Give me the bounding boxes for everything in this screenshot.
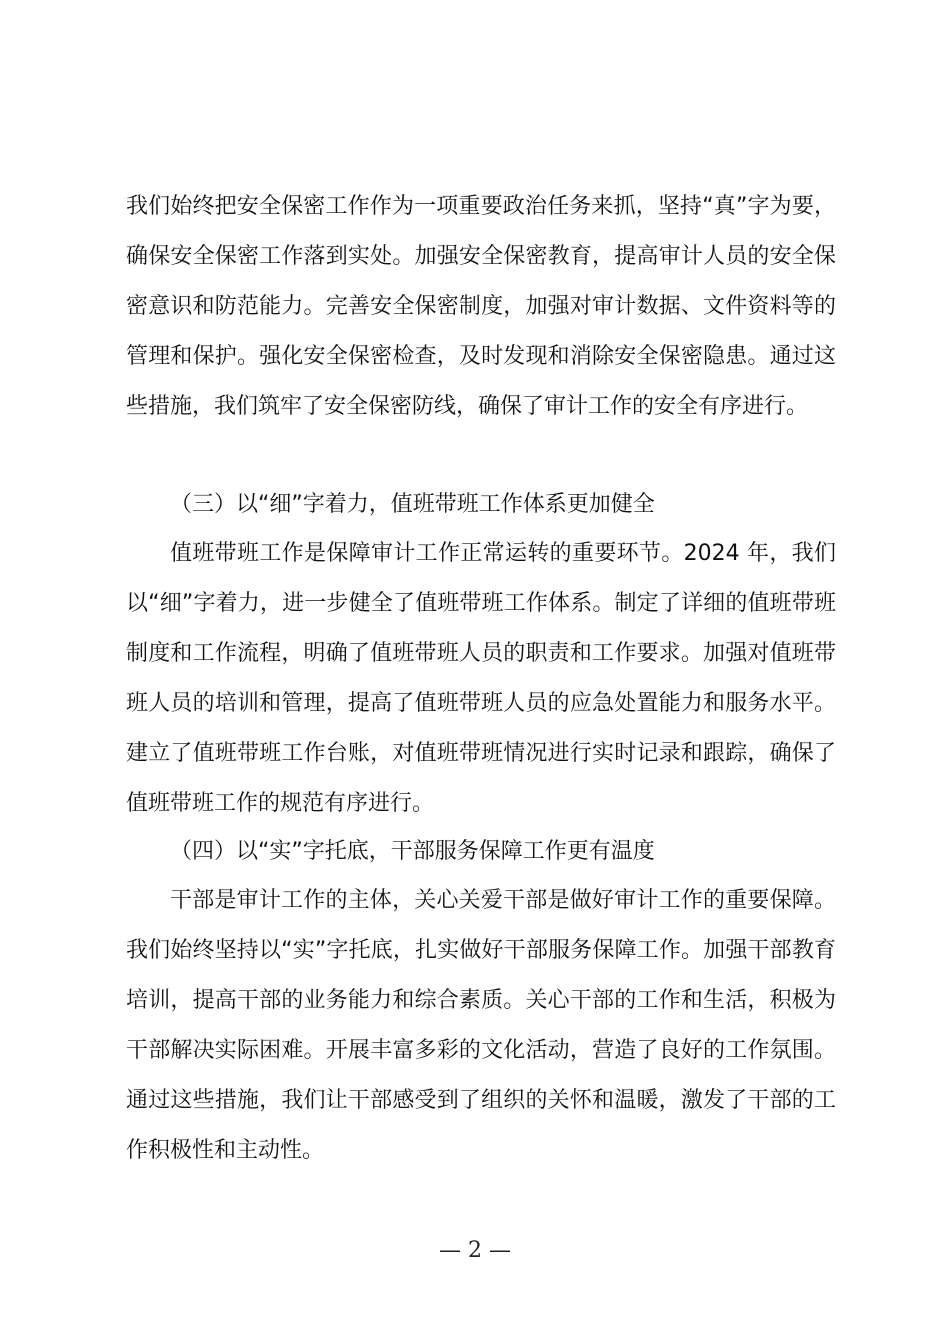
paragraph-security-continued: 我们始终把安全保密工作作为一项重要政治任务来抓，坚持“真”字为要，确保安全保密工作落到实处。加强安全保密教育，提高审计人员的安全保密意识和防范能力。完善安全保密制度，加强对审计数据、文件资料等的管理和保护。强化安全保密检查，及时发现和消除安全保密隐患。通过这些措施，我们筑牢了安全保密防线，确保了审计工作的安全有序进行。 [126, 194, 836, 419]
paragraph-cadre-service: 干部是审计工作的主体，关心关爱干部是做好审计工作的重要保障。我们始终坚持以“实”字托底，扎实做好干部服务保障工作。加强干部教育培训，提高干部的业务能力和综合素质。关心干部的工作和生活，积极为干部解决实际困难。开展丰富多彩的文化活动，营造了良好的工作氛围。通过这些措施，我们让干部感受到了组织的关怀和温暖，激发了干部的工作积极性和主动性。 [126, 888, 836, 1163]
paragraph-duty-system: 值班带班工作是保障审计工作正常运转的重要环节。2024 年，我们以“细”字着力，进一步健全了值班带班工作体系。制定了详细的值班带班制度和工作流程，明确了值班带班人员的职责和工作要求。加强对值班带班人员的培训和管理，提高了值班带班人员的应急处置能力和服务水平。建立了值班带班工作台账，对值班带班情况进行实时记录和跟踪，确保了值班带班工作的规范有序进行。 [126, 541, 836, 816]
section-heading-4: （四）以“实”字托底，干部服务保障工作更有温度 [170, 839, 655, 864]
section-heading-3: （三）以“细”字着力，值班带班工作体系更加健全 [170, 492, 655, 517]
page-number: — 2 — [439, 1238, 511, 1263]
